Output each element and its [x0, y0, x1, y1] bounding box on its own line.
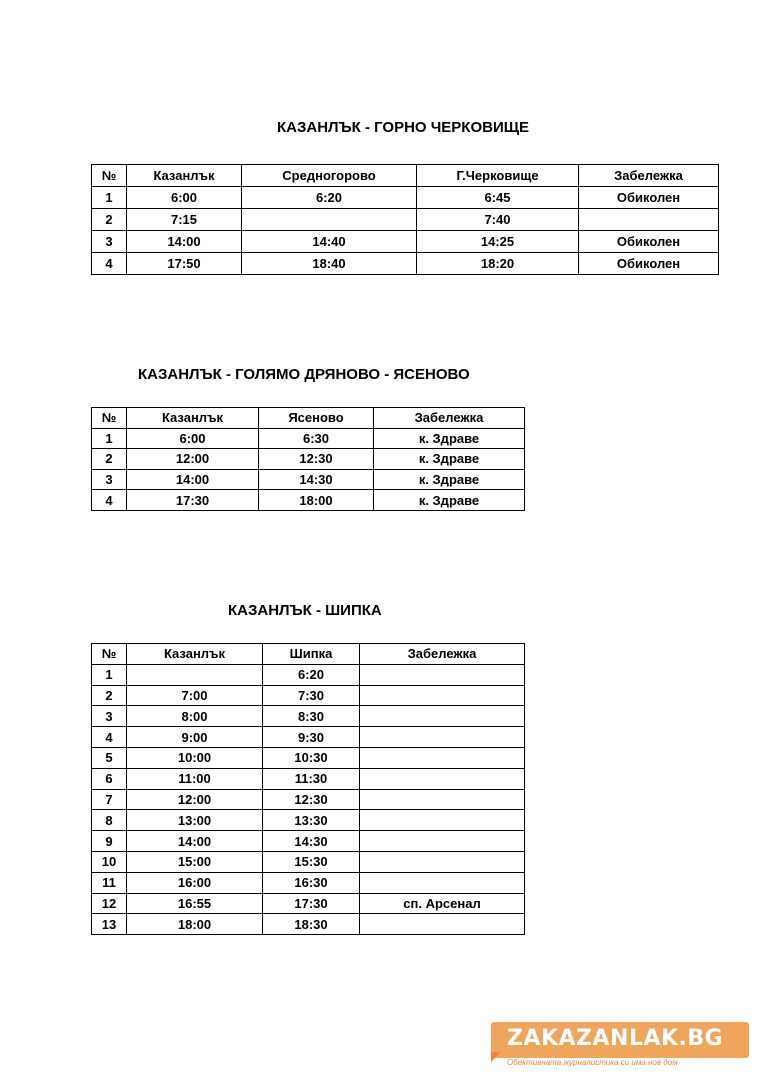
- table-cell: Обиколен: [579, 231, 719, 253]
- table-cell: [360, 831, 525, 852]
- table-cell: 17:30: [127, 490, 259, 511]
- table-row: [92, 851, 525, 872]
- column-header: Казанлък: [127, 408, 259, 429]
- logo-tagline: Обективната журналистика си има нов дом: [507, 1058, 678, 1067]
- column-header: №: [92, 408, 127, 429]
- table-cell: [360, 851, 525, 872]
- table-cell: 14:00: [127, 831, 263, 852]
- table-cell: 12:00: [127, 789, 263, 810]
- table-cell: 4: [92, 727, 127, 748]
- table-row: [92, 727, 525, 748]
- table-row: [92, 209, 719, 231]
- table-cell: 13: [92, 914, 127, 935]
- table-cell: [360, 747, 525, 768]
- table-cell: 12:00: [127, 449, 259, 470]
- table-cell: к. Здраве: [374, 469, 525, 490]
- table-cell: 3: [92, 231, 127, 253]
- table-cell: [127, 664, 263, 685]
- table-row: [92, 831, 525, 852]
- table-header-row: [92, 644, 525, 665]
- table-cell: 2: [92, 209, 127, 231]
- table-cell: 7:15: [127, 209, 242, 231]
- route2-title: КАЗАНЛЪК - ГОЛЯМО ДРЯНОВО - ЯСЕНОВО: [138, 366, 470, 383]
- table-cell: 9:00: [127, 727, 263, 748]
- table-cell: 12: [92, 893, 127, 914]
- table-cell: 15:00: [127, 851, 263, 872]
- table-cell: 14:00: [127, 469, 259, 490]
- table-cell: 8:00: [127, 706, 263, 727]
- table-cell: 4: [92, 490, 127, 511]
- table-cell: 15:30: [263, 851, 360, 872]
- table-cell: к. Здраве: [374, 449, 525, 470]
- table-cell: 6:00: [127, 187, 242, 209]
- table-row: [92, 231, 719, 253]
- table-row: [92, 893, 525, 914]
- table-header-row: [92, 165, 719, 187]
- column-header: Казанлък: [127, 165, 242, 187]
- table-row: [92, 747, 525, 768]
- table-cell: 9: [92, 831, 127, 852]
- table-cell: 8:30: [263, 706, 360, 727]
- table-cell: 16:00: [127, 872, 263, 893]
- table-cell: 14:30: [263, 831, 360, 852]
- column-header: №: [92, 644, 127, 665]
- table-row: [92, 914, 525, 935]
- table-cell: 10:30: [263, 747, 360, 768]
- table-cell: 1: [92, 664, 127, 685]
- table-cell: 11: [92, 872, 127, 893]
- table-cell: [360, 706, 525, 727]
- table-row: [92, 810, 525, 831]
- table-cell: 18:40: [242, 253, 417, 275]
- table-row: [92, 187, 719, 209]
- table-cell: 6: [92, 768, 127, 789]
- table-row: [92, 469, 525, 490]
- logo-brand-text: ZAKAZANLAK.BG: [507, 1026, 724, 1051]
- table-row: [92, 490, 525, 511]
- route1-table: [91, 164, 719, 275]
- route3-title: КАЗАНЛЪК - ШИПКА: [228, 602, 382, 619]
- table-cell: 13:00: [127, 810, 263, 831]
- table-cell: 18:00: [127, 914, 263, 935]
- column-header: Г.Черковище: [417, 165, 579, 187]
- table-cell: 6:30: [259, 428, 374, 449]
- column-header: №: [92, 165, 127, 187]
- table-cell: 3: [92, 706, 127, 727]
- column-header: Ясеново: [259, 408, 374, 429]
- table-cell: к. Здраве: [374, 490, 525, 511]
- table-cell: 17:50: [127, 253, 242, 275]
- table-cell: 6:20: [263, 664, 360, 685]
- column-header: Шипка: [263, 644, 360, 665]
- column-header: Казанлък: [127, 644, 263, 665]
- column-header: Средногорово: [242, 165, 417, 187]
- table-cell: [360, 872, 525, 893]
- table-cell: [360, 768, 525, 789]
- table-cell: [360, 914, 525, 935]
- table-header-row: [92, 408, 525, 429]
- table-cell: 14:25: [417, 231, 579, 253]
- table-cell: 1: [92, 428, 127, 449]
- table-cell: 6:45: [417, 187, 579, 209]
- table-cell: 2: [92, 685, 127, 706]
- column-header: Забележка: [374, 408, 525, 429]
- table-cell: 11:30: [263, 768, 360, 789]
- table-cell: [579, 209, 719, 231]
- table-cell: [360, 810, 525, 831]
- table-cell: 12:30: [263, 789, 360, 810]
- route3-table: [91, 643, 525, 935]
- table-cell: 14:00: [127, 231, 242, 253]
- table-cell: [360, 789, 525, 810]
- table-cell: к. Здраве: [374, 428, 525, 449]
- table-cell: 14:40: [242, 231, 417, 253]
- column-header: Забележка: [579, 165, 719, 187]
- table-row: [92, 768, 525, 789]
- table-cell: 11:00: [127, 768, 263, 789]
- logo-corner-fold: [491, 1052, 501, 1062]
- table-cell: [360, 685, 525, 706]
- table-cell: 2: [92, 449, 127, 470]
- table-row: [92, 253, 719, 275]
- watermark-logo: [491, 1022, 749, 1070]
- table-cell: 6:00: [127, 428, 259, 449]
- table-cell: 5: [92, 747, 127, 768]
- table-cell: 1: [92, 187, 127, 209]
- table-cell: [360, 727, 525, 748]
- table-cell: 7:00: [127, 685, 263, 706]
- table-cell: 7:30: [263, 685, 360, 706]
- table-row: [92, 449, 525, 470]
- table-cell: 10: [92, 851, 127, 872]
- table-cell: [242, 209, 417, 231]
- table-cell: 7:40: [417, 209, 579, 231]
- table-cell: 4: [92, 253, 127, 275]
- table-cell: 9:30: [263, 727, 360, 748]
- table-cell: 3: [92, 469, 127, 490]
- table-cell: Обиколен: [579, 253, 719, 275]
- table-row: [92, 789, 525, 810]
- route2-table: [91, 407, 525, 511]
- table-cell: 17:30: [263, 893, 360, 914]
- table-row: [92, 664, 525, 685]
- table-row: [92, 706, 525, 727]
- table-cell: 10:00: [127, 747, 263, 768]
- table-cell: 12:30: [259, 449, 374, 470]
- table-cell: 18:30: [263, 914, 360, 935]
- table-cell: 18:00: [259, 490, 374, 511]
- table-cell: 13:30: [263, 810, 360, 831]
- table-cell: сп. Арсенал: [360, 893, 525, 914]
- table-cell: [360, 664, 525, 685]
- column-header: Забележка: [360, 644, 525, 665]
- table-cell: 16:30: [263, 872, 360, 893]
- table-cell: 14:30: [259, 469, 374, 490]
- table-row: [92, 872, 525, 893]
- route1-title: КАЗАНЛЪК - ГОРНО ЧЕРКОВИЩЕ: [277, 119, 530, 136]
- table-cell: 18:20: [417, 253, 579, 275]
- table-row: [92, 685, 525, 706]
- table-cell: 8: [92, 810, 127, 831]
- table-cell: 6:20: [242, 187, 417, 209]
- table-cell: 7: [92, 789, 127, 810]
- table-cell: 16:55: [127, 893, 263, 914]
- table-row: [92, 428, 525, 449]
- table-cell: Обиколен: [579, 187, 719, 209]
